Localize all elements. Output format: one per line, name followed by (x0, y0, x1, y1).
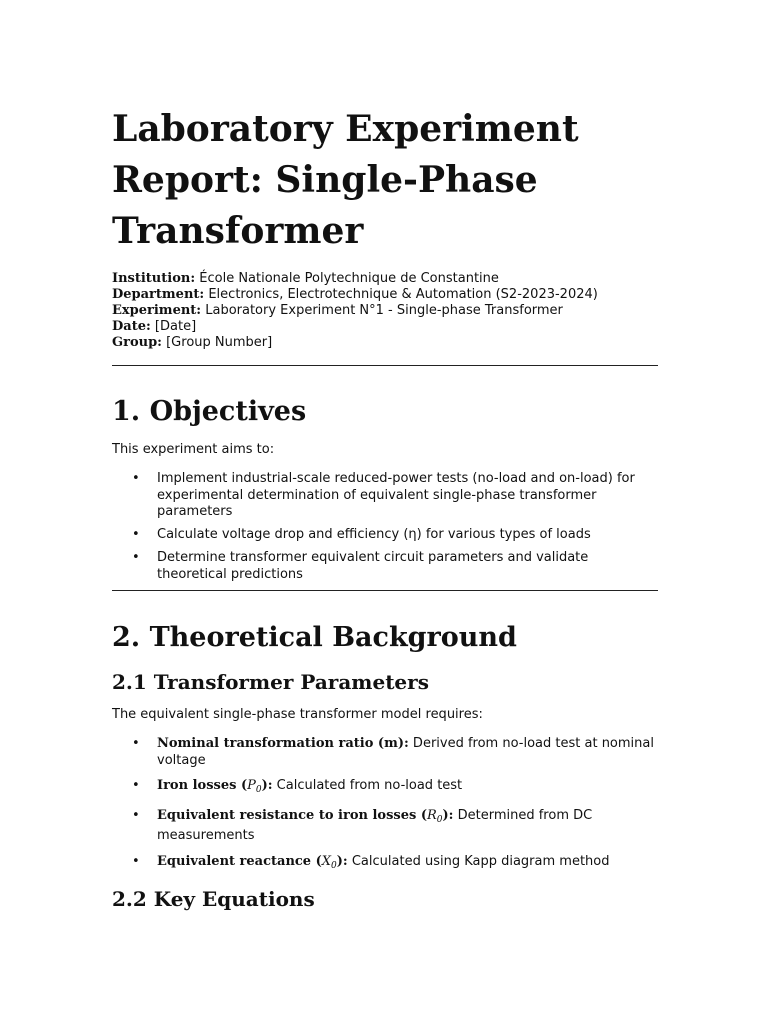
bullet-icon: • (132, 736, 140, 751)
subsection-heading-parameters: 2.1 Transformer Parameters (112, 670, 429, 694)
bullet-icon: • (132, 853, 140, 869)
bullet-icon: • (132, 807, 140, 823)
section-heading-objectives: 1. Objectives (112, 396, 307, 427)
meta-group (112, 335, 658, 351)
math-subscript: 0 (436, 814, 443, 825)
math-subscript: 0 (331, 860, 337, 871)
document-page (112, 104, 658, 912)
math-symbol: R (427, 807, 437, 823)
bullet-icon: • (132, 550, 140, 565)
math-symbol: X (321, 853, 332, 869)
parameters-list (112, 736, 658, 874)
meta-value: Electronics, Electrotechnique & Automation (S2-2023-2024) (208, 287, 598, 302)
meta-key: Institution: (112, 271, 196, 286)
list-item: • Implement industrial-scale reduced-power tests (no-load and on-load) for experimental determination of equivalent single-phase transformer parameters (132, 471, 635, 519)
list-item: • Equivalent reactance $(X_0)$: Calculated using Kapp diagram method (132, 853, 610, 871)
meta-value: Laboratory Experiment N°1 - Single-phase Transformer (205, 303, 563, 318)
section-divider (112, 590, 658, 591)
list-item: • Determine transformer equivalent circuit parameters and validate theoretical predictions (132, 550, 589, 582)
list-item: • Calculate voltage drop and efficiency (η) for various types of loads (132, 526, 591, 542)
math-symbol: P (247, 778, 256, 793)
meta-experiment (112, 303, 658, 319)
section-heading-theory: 2. Theoretical Background (112, 622, 517, 653)
list-item: • Iron losses $(P_0)$: Calculated from no-load test (132, 778, 463, 795)
meta-department (112, 287, 658, 303)
meta-key: Department: (112, 287, 205, 302)
section-divider (112, 365, 658, 366)
list-item: • Nominal transformation ratio (m): Derived from no-load test at nominal voltage (132, 736, 654, 768)
meta-key: Date: (112, 319, 151, 334)
report-metadata (112, 271, 658, 351)
meta-value: [Group Number] (166, 335, 273, 350)
meta-key: Group: (112, 335, 162, 350)
meta-value: [Date] (154, 319, 197, 334)
list-item: • Equivalent resistance to iron losses $(R_0)$: Determined from DC measurements (132, 807, 593, 843)
meta-institution (112, 271, 658, 287)
objectives-intro: This experiment aims to: (112, 442, 275, 457)
report-title: Laboratory Experiment Report: Single-Phase Transformer (112, 108, 579, 252)
parameters-intro: The equivalent single-phase transformer model requires: (112, 707, 483, 722)
meta-key: Experiment: (112, 303, 202, 318)
meta-value: École Nationale Polytechnique de Constantine (199, 271, 499, 286)
bullet-icon: • (132, 526, 140, 542)
bullet-icon: • (132, 471, 140, 486)
subsection-heading-equations: 2.2 Key Equations (112, 887, 315, 911)
meta-date (112, 319, 658, 335)
objectives-list (112, 471, 658, 583)
math-subscript: 0 (255, 785, 262, 795)
bullet-icon: • (132, 778, 140, 793)
